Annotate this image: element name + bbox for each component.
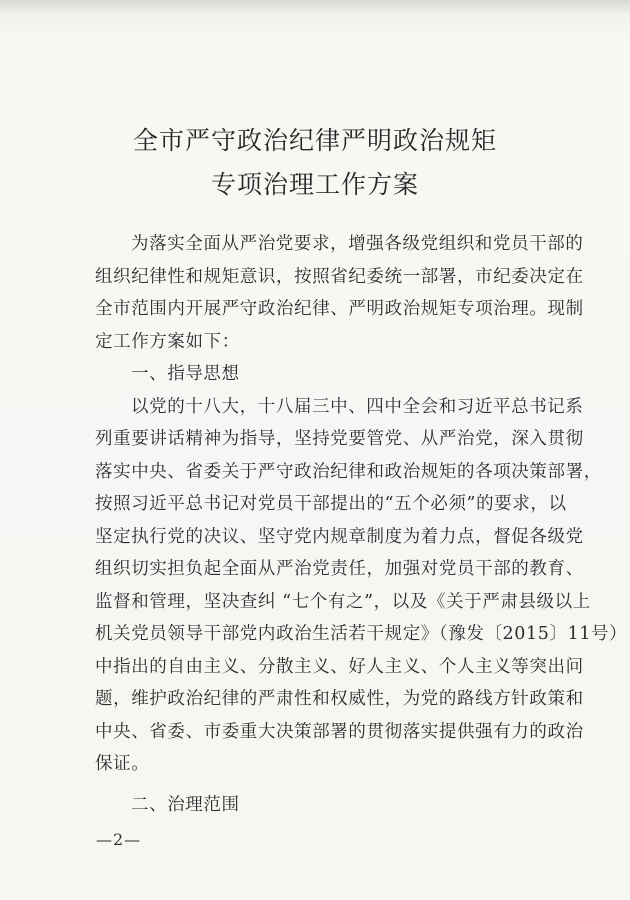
document-title <box>0 122 630 204</box>
body-line: 落实中央、省委关于严守政治纪律和政治规矩的各项决策部署， <box>95 461 602 482</box>
scan-top-shadow <box>0 0 630 14</box>
body-line: 机关党员领导干部党内政治生活若干规定》（豫发〔2015〕11号） <box>95 624 628 644</box>
body-line: 全市范围内开展严守政治纪律、严明政治规矩专项治理。现制 <box>95 299 584 319</box>
body-line: 监督和管理，坚决查纠 “七个有之”，以及《关于严肃县级以上 <box>95 591 591 612</box>
body-line: 定工作方案如下： <box>95 331 240 352</box>
body-line: 列重要讲话精神为指导，坚持党要管党、从严治党，深入贯彻 <box>95 429 584 449</box>
body-line: 中央、省委、市委重大决策部署的贯彻落实提供强有力的政治 <box>95 721 584 742</box>
body-line: 保证。 <box>95 754 150 774</box>
section-heading-1: 一、指导思想 <box>131 364 240 384</box>
body-line: 中指出的自由主义、分散主义、好人主义、个人主义等突出问 <box>95 656 584 677</box>
body-line: 组织纪律性和规矩意识，按照省纪委统一部署，市纪委决定在 <box>95 266 584 287</box>
title-line-2: 专项治理工作方案 <box>210 170 419 199</box>
page-number: —2— <box>96 830 142 849</box>
body-line: 题，维护政治纪律的严肃性和权威性，为党的路线方针政策和 <box>95 689 584 709</box>
body-line: 组织切实担负起全面从严治党责任，加强对党员干部的教育、 <box>95 559 584 579</box>
body-line: 坚定执行党的决议、坚守党内规章制度为着力点，督促各级党 <box>95 526 584 547</box>
section-heading-2: 二、治理范围 <box>131 794 240 815</box>
body-line: 以党的十八大，十八届三中、四中全会和习近平总书记系 <box>131 396 584 417</box>
title-line-1: 全市严守政治纪律严明政治规矩 <box>132 126 497 155</box>
body-line: 按照习近平总书记对党员干部提出的“五个必须”的要求，以 <box>95 494 567 514</box>
document-body <box>95 228 628 821</box>
body-line: 为落实全面从严治党要求，增强各级党组织和党员干部的 <box>131 234 584 254</box>
